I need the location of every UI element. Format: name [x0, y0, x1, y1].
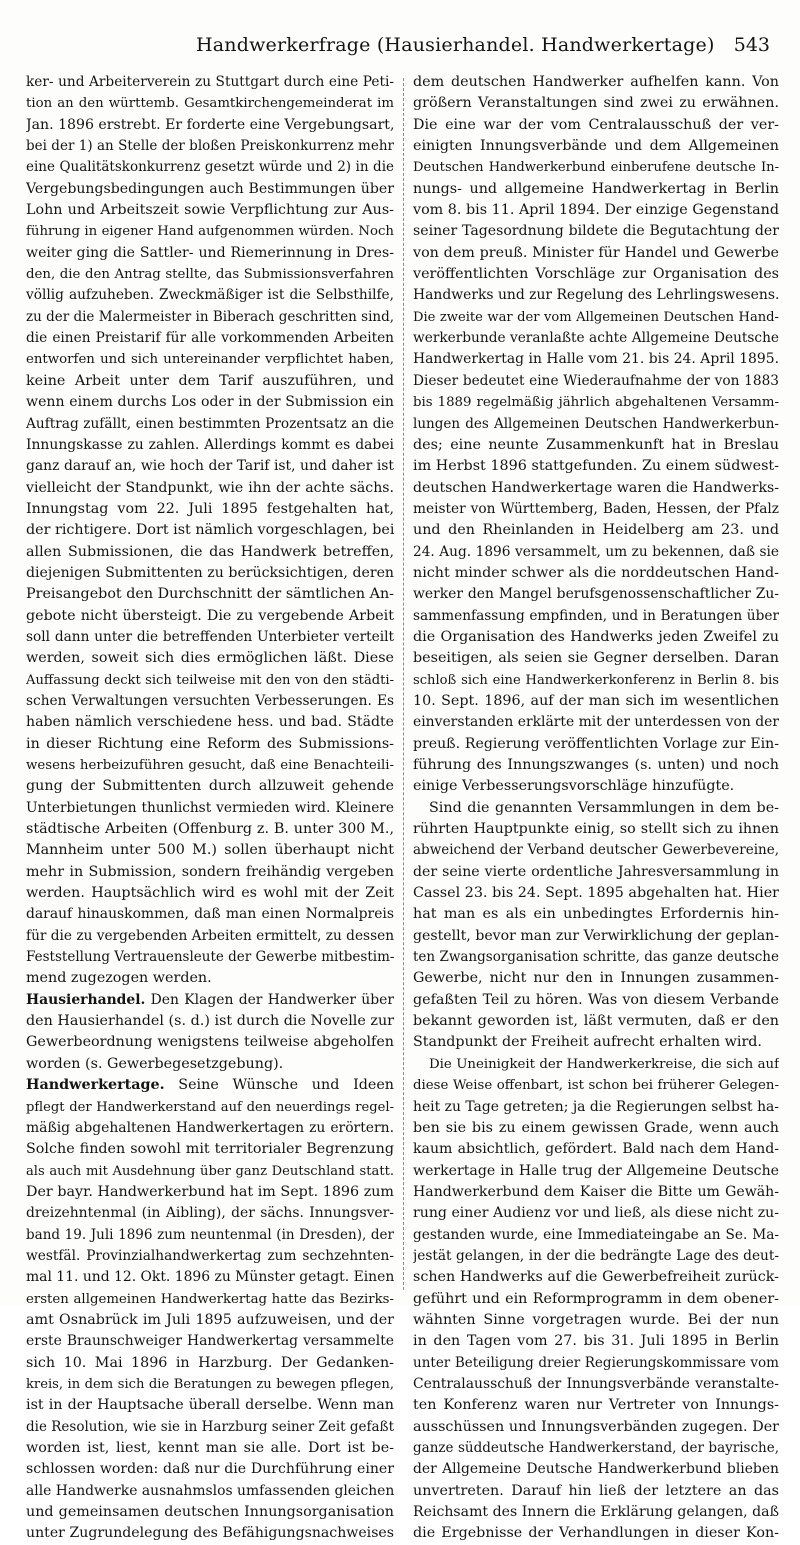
text-line: [26, 1054, 394, 1075]
line-text: der seine vierte ordentliche Jahresversammlung in: [413, 863, 779, 880]
text-line: [413, 93, 779, 114]
line-text: Handwerkertag in Halle vom 21. bis 24. April 1895.: [413, 351, 779, 368]
text-line: [26, 1353, 394, 1374]
text-line: [413, 115, 779, 136]
text-line: [413, 883, 779, 904]
text-line: [413, 1139, 779, 1160]
text-line: [413, 1075, 779, 1096]
line-text: haben nämlich verschiedene hess. und bad. Städte: [26, 714, 394, 731]
text-line: [413, 1182, 779, 1203]
running-title: Handwerkerfrage (Hausierhandel. Handwerkertage): [196, 34, 715, 56]
line-text: vom 8. bis 11. April 1894. Der einzige Gegenstand: [413, 202, 779, 219]
text-line: [413, 1246, 779, 1267]
line-text: einverstanden erklärte mit der unterdessen von der: [413, 714, 779, 731]
line-text: Cassel 23. bis 24. Sept. 1895 abgehalten hat. Hier: [413, 885, 779, 902]
text-line: [26, 1395, 394, 1416]
text-line: [26, 221, 394, 242]
text-line: [26, 670, 394, 691]
text-line: [26, 1310, 394, 1331]
line-text: des; eine neunte Zusammenkunft hat in Breslau: [413, 436, 779, 453]
line-text: Dieser bedeutet eine Wiederaufnahme der von 1883: [413, 372, 779, 389]
line-text: Die zweite war der vom Allgemeinen Deutschen Hand-: [413, 309, 779, 325]
text-line: [26, 157, 394, 178]
line-text: führung in eigener Hand aufgenommen würden. Noch: [26, 224, 394, 240]
line-text: Handwerks und zur Regelung des Lehrlingswesens.: [413, 287, 779, 304]
text-line: [413, 136, 779, 157]
line-text: beseitigen, als seien sie Gegner derselben. Daran: [413, 650, 779, 667]
line-text: 24. Aug. 1896 versammelt, um zu bekennen, daß sie: [413, 543, 779, 560]
line-text: Vergebungsbedingungen auch Bestimmungen über: [26, 180, 394, 197]
text-line: [413, 1438, 779, 1459]
text-line: [26, 990, 394, 1011]
text-line: [413, 1054, 779, 1075]
text-line: [413, 349, 779, 370]
line-text: und den Rheinlanden in Heidelberg am 23. und: [413, 522, 779, 539]
text-line: [413, 157, 779, 178]
text-line: [26, 1459, 394, 1480]
text-line: [413, 712, 779, 733]
line-text: Centralausschuß der Innungsverbände veranstalte-: [413, 1375, 779, 1392]
line-text: Die Uneinigkeit der Handwerkerkreise, die sich auf: [429, 1056, 779, 1072]
text-line: [26, 968, 394, 989]
line-text: bis 1889 regelmäßig jährlich abgehaltenen Versamm-: [413, 395, 779, 411]
line-text: städtische Arbeiten (Offenburg z. B. unter 300 M.,: [26, 821, 394, 838]
text-line: [26, 1118, 394, 1139]
line-text: 10. Sept. 1896, auf der man sich im wesentlichen: [413, 692, 779, 709]
line-text: größern Veranstaltungen sind zwei zu erwähnen.: [413, 95, 779, 112]
line-text: band 19. Juli 1896 zum neuntenmal (in Dresden), der: [26, 1226, 394, 1243]
text-line: [413, 243, 779, 264]
line-text: von dem preuß. Minister für Handel und Gewerbe: [413, 244, 779, 261]
line-text: Den Klagen der Handwerker über: [145, 991, 394, 1008]
entry-heading: Handwerkertage.: [26, 1077, 165, 1094]
text-line: [26, 1182, 394, 1203]
text-line: [413, 1523, 779, 1544]
text-line: [26, 606, 394, 627]
line-text: Lohn und Arbeitszeit sowie Verpflichtung zur Aus-: [26, 202, 394, 219]
line-text: jestät gelangen, in der die bedrängte Lage des deut-: [413, 1247, 779, 1264]
line-text: schen Handwerks auf die Gewerbefreiheit zurück-: [413, 1269, 779, 1286]
text-line: [26, 93, 394, 114]
line-text: den Hausierhandel (s. d.) ist durch die Novelle zur: [26, 1013, 394, 1030]
line-text: rung einer Audienz vor und ließ, als diese nicht zu-: [413, 1205, 779, 1222]
text-line: [26, 712, 394, 733]
text-line: [413, 264, 779, 285]
line-text: darauf hinauskommen, daß man einen Normalpreis: [26, 906, 394, 923]
line-text: weiter ging die Sattler- und Riemerinnung in Dres-: [26, 244, 394, 261]
line-text: nungs- und allgemeine Handwerkertag in Berlin: [413, 180, 779, 197]
text-line: [413, 1225, 779, 1246]
text-line: [413, 648, 779, 669]
text-line: [26, 947, 394, 968]
text-line: [26, 307, 394, 328]
text-line: [26, 776, 394, 797]
line-text: Mannheim unter 500 M.) sollen überhaupt nicht: [26, 842, 394, 859]
text-line: [413, 328, 779, 349]
text-line: [413, 200, 779, 221]
text-line: [26, 1417, 394, 1438]
text-line: [26, 542, 394, 563]
line-text: soll dann unter die betreffenden Unterbieter verteilt: [26, 628, 394, 645]
text-line: [413, 755, 779, 776]
text-line: [26, 1438, 394, 1459]
text-line: [26, 862, 394, 883]
text-line: [26, 200, 394, 221]
text-line: [26, 734, 394, 755]
line-text: dreizehntenmal (in Aibling), der sächs. Innungsver-: [26, 1205, 394, 1222]
text-line: [26, 115, 394, 136]
text-line: [26, 798, 394, 819]
line-text: Gewerbeordnung wenigstens teilweise abgeholfen: [26, 1034, 394, 1051]
line-text: werden, soweit sich dies ermöglichen läßt. Diese: [26, 650, 394, 667]
line-text: worden (s. Gewerbegesetzgebung).: [26, 1055, 284, 1072]
line-text: nicht minder schwer als die norddeutschen Hand-: [413, 564, 779, 581]
text-line: [413, 990, 779, 1011]
text-line: [413, 542, 779, 563]
text-line: [26, 72, 394, 93]
text-line: [413, 798, 779, 819]
line-text: seiner Tagesordnung bildete die Begutachtung der: [413, 223, 779, 240]
line-text: unvertreten. Darauf hin ließ der letztere an das: [413, 1482, 779, 1499]
line-text: die Ergebnisse der Verhandlungen in dieser Kon-: [413, 1525, 779, 1542]
line-text: ker- und Arbeiterverein zu Stuttgart durch eine Peti-: [26, 74, 394, 90]
text-line: [26, 285, 394, 306]
text-line: [413, 1118, 779, 1139]
line-text: werden. Hauptsächlich wird es wohl mit der Zeit: [26, 885, 394, 902]
line-text: Solche finden sowohl mit territorialer Begrenzung: [26, 1141, 394, 1158]
text-line: [26, 243, 394, 264]
text-line: [413, 968, 779, 989]
text-line: [413, 307, 779, 328]
left-column: [26, 72, 394, 1545]
line-text: in dieser Richtung eine Reform des Submissions-: [26, 735, 394, 752]
line-text: mäßig abgehaltenen Handwerkertagen zu erörtern.: [26, 1119, 394, 1136]
text-line: [413, 1374, 779, 1395]
line-text: veröffentlichten Vorschläge zur Organisation des: [413, 266, 779, 283]
line-text: schlossen worden: daß nur die Durchführung einer: [26, 1461, 394, 1478]
text-line: [413, 1481, 779, 1502]
text-line: [413, 840, 779, 861]
line-text: Sind die genannten Versammlungen in dem be-: [429, 799, 779, 816]
text-line: [26, 627, 394, 648]
line-text: Die eine war der vom Centralausschuß der ver-: [413, 116, 779, 133]
line-text: Unterbietungen thunlichst vermieden wird. Kleinere: [26, 799, 394, 816]
line-text: ten Zwangsorganisation schritte, das ganze deutsche: [413, 949, 779, 966]
text-line: [26, 371, 394, 392]
line-text: Auffassung deckt sich teilweise mit den von den städti-: [26, 672, 394, 688]
text-line: [413, 904, 779, 925]
line-text: diejenigen Submittenten zu berücksichtigen, deren: [26, 564, 394, 581]
line-text: Deutschen Handwerkerbund einberufene deutsche In-: [413, 160, 779, 176]
line-text: diese Weise offenbart, ist schon bei früherer Gelegen-: [413, 1078, 779, 1094]
line-text: pflegt der Handwerkerstand auf den neuerdings regel-: [26, 1099, 394, 1115]
line-text: mend zugezogen werden.: [26, 970, 212, 987]
line-text: Innungskasse zu zahlen. Allerdings kommt es dabei: [26, 436, 394, 453]
text-line: [26, 584, 394, 605]
line-text: dem deutschen Handwerker aufhelfen kann. Von: [413, 74, 779, 90]
line-text: ben sie bis zu einem gewissen Grade, wenn auch: [413, 1119, 779, 1136]
line-text: Der bayr. Handwerkerbund hat im Sept. 1896 zum: [26, 1183, 394, 1200]
text-line: [413, 1310, 779, 1331]
text-line: [413, 435, 779, 456]
line-text: werkerbunde veranlaßte achte Allgemeine Deutsche: [413, 330, 779, 347]
text-line: [26, 840, 394, 861]
line-text: gung der Submittenten durch allzuweit gehende: [26, 778, 394, 795]
line-text: rührten Hauptpunkte einig, so stellt sich zu ihnen: [413, 821, 779, 838]
text-line: [26, 179, 394, 200]
line-text: eine Qualitätskonkurrenz gesetzt würde und 2) in die: [26, 159, 394, 176]
line-text: Gewerbe, nicht nur den in Innungen zusammen-: [413, 970, 779, 987]
text-line: [413, 627, 779, 648]
text-line: [26, 1481, 394, 1502]
text-line: [413, 1502, 779, 1523]
line-text: Innungstag vom 22. Juli 1895 festgehalten hat,: [26, 500, 394, 517]
line-text: amt Osnabrück im Juli 1895 aufzuweisen, und der: [26, 1311, 394, 1328]
text-line: [26, 1523, 394, 1544]
text-line: [26, 1502, 394, 1523]
line-text: geführt und ein Reformprogramm in dem obener-: [413, 1290, 779, 1307]
text-line: [26, 1032, 394, 1053]
text-line: [26, 819, 394, 840]
text-line: [413, 1459, 779, 1480]
line-text: hat man es als ein unbedingtes Erfordernis hin-: [413, 906, 779, 923]
text-line: [26, 435, 394, 456]
text-line: [413, 392, 779, 413]
line-text: der richtigere. Dort ist nämlich vorgeschlagen, bei: [26, 522, 394, 539]
line-text: sammenfassung empfinden, und in Beratungen über: [413, 607, 779, 624]
text-line: [26, 478, 394, 499]
line-text: unter Zugrundelegung des Befähigungsnachweises: [26, 1525, 394, 1542]
line-text: deutschen Handwerkertage waren die Handwerks-: [413, 479, 779, 496]
text-line: [413, 371, 779, 392]
line-text: bekannt geworden ist, läßt vermuten, daß er den: [413, 1013, 779, 1030]
text-line: [413, 1032, 779, 1053]
page-header: [26, 26, 770, 60]
line-text: tion an den württemb. Gesamtkirchengemeinderat im: [26, 96, 394, 112]
line-text: ersten allgemeinen Handwerkertag hatte das Bezirks-: [26, 1291, 394, 1307]
text-line: [413, 1353, 779, 1374]
line-text: wähnten Sinne vorgetragen wurde. Bei der nun: [413, 1311, 779, 1328]
line-text: abweichend der Verband deutscher Gewerbevereine,: [413, 842, 779, 859]
line-text: gestanden wurde, eine Immediateingabe an Se. Ma-: [413, 1226, 779, 1243]
text-line: [26, 414, 394, 435]
text-line: [413, 691, 779, 712]
line-text: schen Verwaltungen versuchten Verbesserungen. Es: [26, 692, 394, 709]
text-line: [413, 499, 779, 520]
line-text: als auch mit Ausdehnung über ganz Deutschland statt.: [26, 1163, 394, 1179]
line-text: im Herbst 1896 stattgefunden. Zu einem südwest-: [413, 458, 779, 475]
line-text: Auftrag zufällt, einen bestimmten Prozentsatz an die: [26, 415, 394, 432]
line-text: schloß sich eine Handwerkerkonferenz in Berlin 8. bis: [413, 672, 779, 688]
text-line: [26, 883, 394, 904]
text-line: [26, 456, 394, 477]
page-number: 543: [733, 34, 770, 56]
text-line: [26, 691, 394, 712]
line-text: ist in der Hauptsache überall derselbe. Wenn man: [26, 1397, 394, 1414]
text-line: [413, 584, 779, 605]
text-line: [26, 1097, 394, 1118]
line-text: vielleicht der Standpunkt, wie ihn der achte sächs.: [26, 479, 394, 496]
text-line: [26, 1203, 394, 1224]
line-text: ten Konferenz waren nur Vertreter von Innungs-: [413, 1397, 779, 1414]
line-text: Reichsamt des Innern die Erklärung gelangen, daß: [413, 1504, 779, 1521]
line-text: zu der die Malermeister in Biberach geschritten sind,: [26, 308, 394, 325]
line-text: Standpunkt der Freiheit aufrecht erhalten wird.: [413, 1034, 762, 1051]
line-text: alle Handwerke ausnahmslos umfassenden gleichen: [26, 1482, 394, 1499]
text-line: [413, 1395, 779, 1416]
text-line: [26, 499, 394, 520]
text-line: [26, 1289, 394, 1310]
text-line: [413, 1097, 779, 1118]
line-text: führung des Innungszwanges (s. unten) und noch: [413, 757, 779, 773]
line-text: Preisangebot den Durchschnitt der sämtlichen An-: [26, 586, 394, 603]
text-line: [413, 1331, 779, 1352]
line-text: Jan. 1896 erstrebt. Er forderte eine Vergebungsart,: [26, 116, 394, 133]
line-text: mehr in Submission, sondern freihändig vergeben: [26, 863, 394, 880]
line-text: keine Arbeit unter dem Tarif auszuführen, und: [26, 372, 394, 389]
text-line: [26, 1267, 394, 1288]
line-text: einige Verbesserungsvorschläge hinzufügte.: [413, 778, 735, 795]
line-text: gestellt, bevor man zur Verwirklichung der geplan-: [413, 927, 779, 944]
text-line: [413, 1161, 779, 1182]
right-column: [413, 72, 779, 1545]
line-text: meister von Württemberg, Baden, Hessen, der Pfalz: [413, 500, 779, 517]
text-line: [26, 926, 394, 947]
line-text: Handwerkerbund dem Kaiser die Bitte um Gewäh-: [413, 1183, 779, 1200]
line-text: erste Braunschweiger Handwerkertag versammelte: [26, 1333, 394, 1350]
text-line: [413, 285, 779, 306]
line-text: werker den Mangel berufsgenossenschaftlicher Zu-: [413, 586, 779, 603]
text-line: [26, 328, 394, 349]
line-text: für die zu vergebenden Arbeiten ermittelt, zu dessen: [26, 927, 394, 944]
text-line: [413, 1267, 779, 1288]
text-line: [413, 520, 779, 541]
line-text: die Organisation des Handwerks jeden Zweifel zu: [413, 628, 779, 645]
text-line: [413, 72, 779, 93]
line-text: wenn einem durchs Los oder in der Submission ein: [26, 394, 394, 411]
line-text: der Allgemeine Deutsche Handwerkerbund blieben: [413, 1461, 779, 1478]
line-text: entworfen und sich untereinander verpflichtet haben,: [26, 352, 394, 368]
text-line: [413, 862, 779, 883]
line-text: mal 11. und 12. Okt. 1896 zu Münster getagt. Einen: [26, 1269, 394, 1286]
line-text: völlig aufzuheben. Zweckmäßiger ist die Selbsthilfe,: [26, 287, 394, 304]
text-line: [413, 1417, 779, 1438]
text-line: [413, 606, 779, 627]
text-line: [26, 392, 394, 413]
text-line: [26, 563, 394, 584]
line-text: Feststellung Vertrauensleute der Gewerbe mitbestim-: [26, 949, 394, 966]
text-line: [413, 1203, 779, 1224]
text-line: [26, 136, 394, 157]
text-line: [26, 349, 394, 370]
text-line: [26, 1246, 394, 1267]
line-text: lungen des Allgemeinen Deutschen Handwerkerbun-: [413, 415, 779, 432]
text-line: [413, 179, 779, 200]
text-line: [26, 1011, 394, 1032]
line-text: sich 10. Mai 1896 in Harzburg. Der Gedanken-: [26, 1354, 394, 1371]
text-line: [413, 478, 779, 499]
line-text: kreis, in dem sich die Beratungen zu bewegen pflegen,: [26, 1376, 394, 1392]
line-text: die einen Preistarif für alle vorkommenden Arbeiten: [26, 330, 394, 347]
text-line: [26, 904, 394, 925]
text-line: [26, 1075, 394, 1096]
text-line: [26, 1161, 394, 1182]
text-line: [26, 1225, 394, 1246]
line-text: ganz darauf an, wie hoch der Tarif ist, und daher ist: [26, 458, 394, 475]
text-line: [413, 926, 779, 947]
line-text: bei der 1) an Stelle der bloßen Preiskonkurrenz mehr: [26, 138, 394, 155]
line-text: Seine Wünsche und Ideen: [164, 1077, 394, 1094]
text-line: [26, 520, 394, 541]
text-line: [413, 734, 779, 755]
line-text: heit zu Tage getreten; ja die Regierungen selbst ha-: [413, 1098, 779, 1115]
line-text: unter Beteiligung dreier Regierungskommissare vom: [413, 1354, 779, 1371]
line-text: gefaßten Teil zu hören. Was von diesem Verbande: [413, 991, 779, 1008]
text-line: [413, 1289, 779, 1310]
line-text: worden ist, liest, kennt man sie alle. Dort ist be-: [26, 1440, 394, 1456]
text-line: [413, 1011, 779, 1032]
text-line: [26, 1139, 394, 1160]
line-text: preuß. Regierung veröffentlichten Vorlage zur Ein-: [413, 735, 779, 752]
line-text: westfäl. Provinzialhandwerkertag zum sechzehnten-: [26, 1247, 394, 1264]
line-text: werkertage in Halle trug der Allgemeine Deutsche: [413, 1162, 779, 1179]
text-line: [26, 1374, 394, 1395]
line-text: und gemeinsamen deutschen Innungsorganisation: [26, 1504, 394, 1521]
line-text: ganze süddeutsche Handwerkerstand, der bayrische,: [413, 1440, 779, 1456]
text-line: [413, 414, 779, 435]
text-line: [413, 670, 779, 691]
line-text: allen Submissionen, die das Handwerk betreffen,: [26, 543, 394, 560]
line-text: wesens herbeizuführen gesucht, daß eine Benachteili-: [26, 758, 394, 773]
text-line: [413, 221, 779, 242]
text-line: [413, 947, 779, 968]
line-text: gebote nicht übersteigt. Die zu vergebende Arbeit: [26, 607, 394, 624]
line-text: kaum absichtlich, gefördert. Bald nach dem Hand-: [413, 1141, 779, 1158]
text-line: [26, 755, 394, 776]
text-line: [413, 776, 779, 797]
line-text: die Resolution, wie sie in Harzburg seiner Zeit gefaßt: [26, 1418, 394, 1435]
line-text: in den Tagen vom 27. bis 31. Juli 1895 in Berlin: [413, 1333, 779, 1350]
entry-heading: Hausierhandel.: [26, 991, 146, 1008]
text-line: [26, 264, 394, 285]
text-line: [413, 563, 779, 584]
line-text: den, die den Antrag stellte, das Submissionsverfahren: [26, 267, 394, 283]
text-line: [413, 456, 779, 477]
line-text: ausschüssen und Innungsverbänden zugegen. Der: [413, 1418, 779, 1435]
column-divider: [403, 78, 405, 1290]
text-line: [26, 1331, 394, 1352]
text-line: [26, 648, 394, 669]
text-line: [413, 819, 779, 840]
line-text: einigten Innungsverbände und dem Allgemeinen: [413, 138, 779, 155]
